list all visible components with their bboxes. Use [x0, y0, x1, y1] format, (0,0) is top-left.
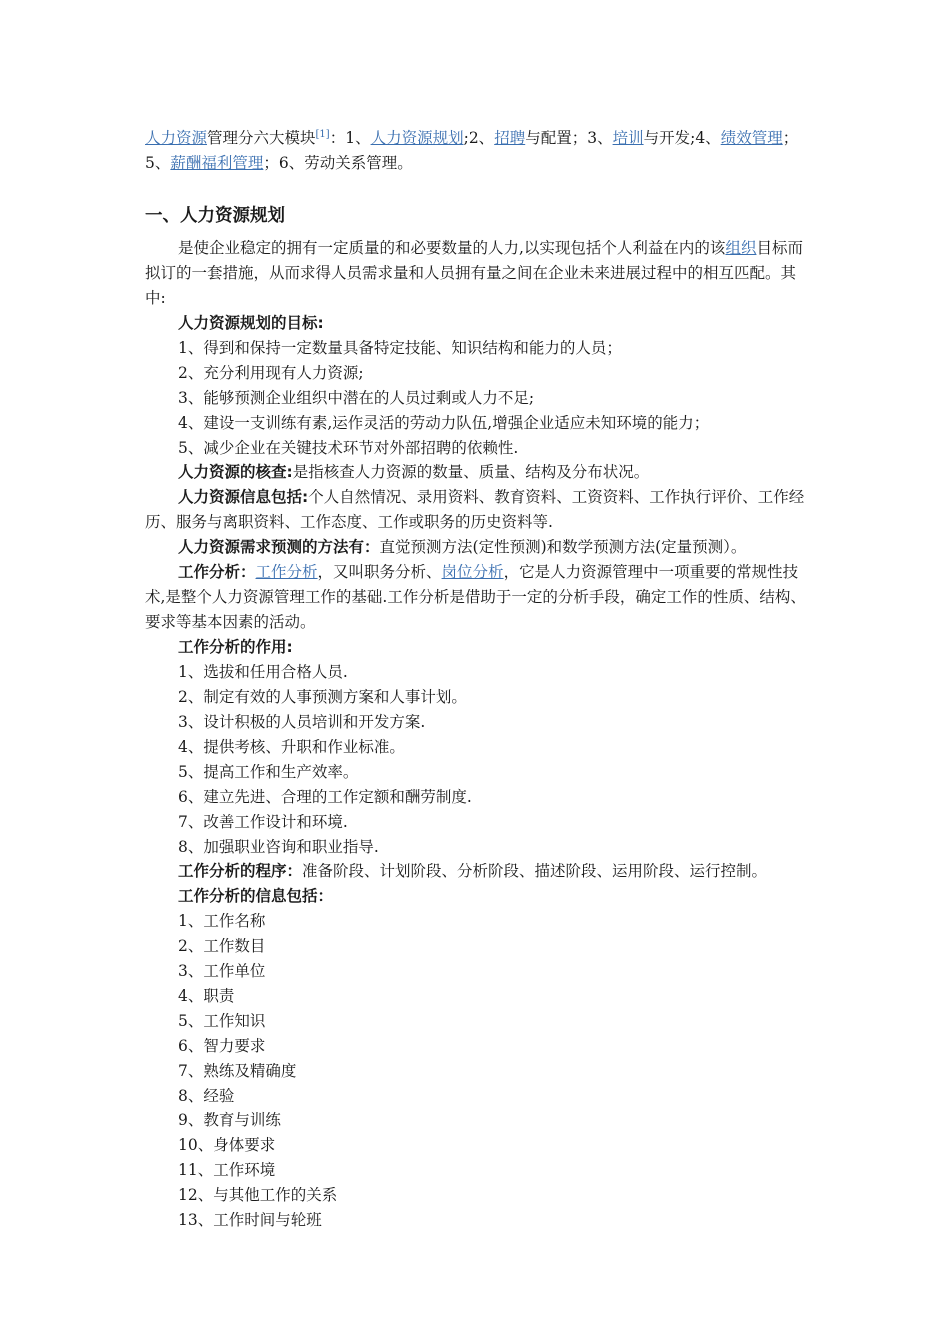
definition-text: 目标而拟订的一套措施，从而求得人员需求量和人员拥有量之间在企业未来进展过程中的相互匹配。其中: — [145, 239, 803, 307]
list-item: 4、职责 — [178, 986, 235, 1005]
list-item: 2、制定有效的人事预测方案和人事计划。 — [178, 688, 467, 707]
list-item: 3、能够预测企业组织中潜在的人员过剩或人力不足; — [178, 388, 535, 407]
link-organization[interactable]: 组织 — [725, 239, 757, 257]
list-item: 7、熟练及精确度 — [178, 1061, 297, 1080]
info-paragraph — [145, 485, 810, 535]
job-analysis-paragraph — [145, 560, 810, 635]
link-hr[interactable]: 人力资源 — [145, 129, 208, 147]
roles-title: 工作分析的作用: — [178, 638, 293, 657]
intro-text: 与开发;4、 — [643, 129, 721, 147]
job-analysis-text: ，它是人力资源管理中一项重要的常规性技术,是整个人力资源管理工作的基础.工作分析是借助于一定的分析手段，确定工作的性质、结构、要求等基本因素的活动。 — [145, 563, 806, 632]
info-text: 个人自然情况、录用资料、教育资料、工资资料、工作执行评价、工作经历、服务与离职资料、工作态度、工作或职务的历史资料等. — [145, 488, 805, 532]
job-analysis-text: ，又叫职务分析、 — [317, 563, 442, 582]
citation-ref[interactable]: [1] — [315, 129, 330, 140]
info-label: 人力资源信息包括: — [178, 488, 309, 507]
intro-text: ；6、劳动关系管理。 — [263, 154, 413, 172]
list-item: 5、工作知识 — [178, 1011, 266, 1030]
link-performance[interactable]: 绩效管理 — [720, 129, 783, 147]
list-item: 9、教育与训练 — [178, 1111, 281, 1130]
goals-title: 人力资源规划的目标: — [178, 314, 324, 332]
list-item: 1、得到和保持一定数量具备特定技能、知识结构和能力的人员； — [178, 338, 622, 357]
intro-paragraph — [145, 122, 810, 176]
check-line — [178, 460, 810, 485]
list-item: 1、选拔和任用合格人员. — [178, 663, 348, 682]
link-training[interactable]: 培训 — [612, 129, 644, 147]
list-item: 5、提高工作和生产效率。 — [178, 762, 359, 781]
link-job-analysis[interactable]: 工作分析 — [255, 563, 318, 582]
document-body — [145, 122, 810, 1233]
check-label: 人力资源的核查: — [178, 463, 293, 482]
list-item: 6、建立先进、合理的工作定额和酬劳制度. — [178, 787, 472, 806]
link-compensation[interactable]: 薪酬福利管理 — [170, 154, 264, 172]
forecast-line — [178, 535, 810, 560]
intro-text: ；5、 — [145, 129, 799, 172]
link-post-analysis[interactable]: 岗位分析 — [441, 563, 504, 582]
forecast-text: 直觉预测方法(定性预测)和数学预测方法(定量预测）。 — [379, 538, 747, 557]
section-heading: 一、人力资源规划 — [145, 206, 285, 226]
intro-text: ：1、 — [329, 129, 371, 147]
link-hr-planning[interactable]: 人力资源规划 — [370, 129, 464, 147]
list-item: 12、与其他工作的关系 — [178, 1186, 338, 1205]
definition-text: 是使企业稳定的拥有一定质量的和必要数量的人力,以实现包括个人利益在内的该 — [178, 239, 726, 257]
link-recruitment[interactable]: 招聘 — [494, 129, 526, 147]
list-item: 10、身体要求 — [178, 1136, 276, 1155]
definition-paragraph — [145, 236, 810, 311]
procedure-text: 准备阶段、计划阶段、分析阶段、描述阶段、运用阶段、运行控制。 — [302, 862, 768, 881]
job-info-title: 工作分析的信息包括： — [178, 887, 334, 906]
list-item: 6、智力要求 — [178, 1036, 266, 1055]
list-item: 2、工作数目 — [178, 937, 266, 956]
list-item: 4、提供考核、升职和作业标准。 — [178, 737, 405, 756]
list-item: 8、加强职业咨询和职业指导. — [178, 837, 379, 856]
list-item: 8、经验 — [178, 1086, 235, 1105]
list-item: 4、建设一支训练有素,运作灵活的劳动力队伍,增强企业适应未知环境的能力； — [178, 413, 710, 432]
procedure-line — [178, 859, 810, 884]
list-item: 3、工作单位 — [178, 962, 266, 981]
intro-text: 管理分六大模块 — [207, 129, 316, 147]
intro-text: 与配置；3、 — [525, 129, 613, 147]
list-item: 2、充分利用现有人力资源; — [178, 363, 364, 382]
list-item: 11、工作环境 — [178, 1161, 276, 1180]
procedure-label: 工作分析的程序： — [178, 862, 303, 881]
forecast-label: 人力资源需求预测的方法有： — [178, 538, 380, 557]
list-item: 1、工作名称 — [178, 912, 266, 931]
list-item: 5、减少企业在关键技术环节对外部招聘的依赖性. — [178, 438, 519, 457]
job-analysis-label: 工作分析： — [178, 563, 256, 582]
list-item: 7、改善工作设计和环境. — [178, 812, 348, 831]
list-item: 13、工作时间与轮班 — [178, 1211, 322, 1230]
check-text: 是指核查人力资源的数量、质量、结构及分布状况。 — [292, 463, 650, 482]
list-item: 3、设计积极的人员培训和开发方案. — [178, 712, 426, 731]
intro-text: ;2、 — [463, 129, 495, 147]
